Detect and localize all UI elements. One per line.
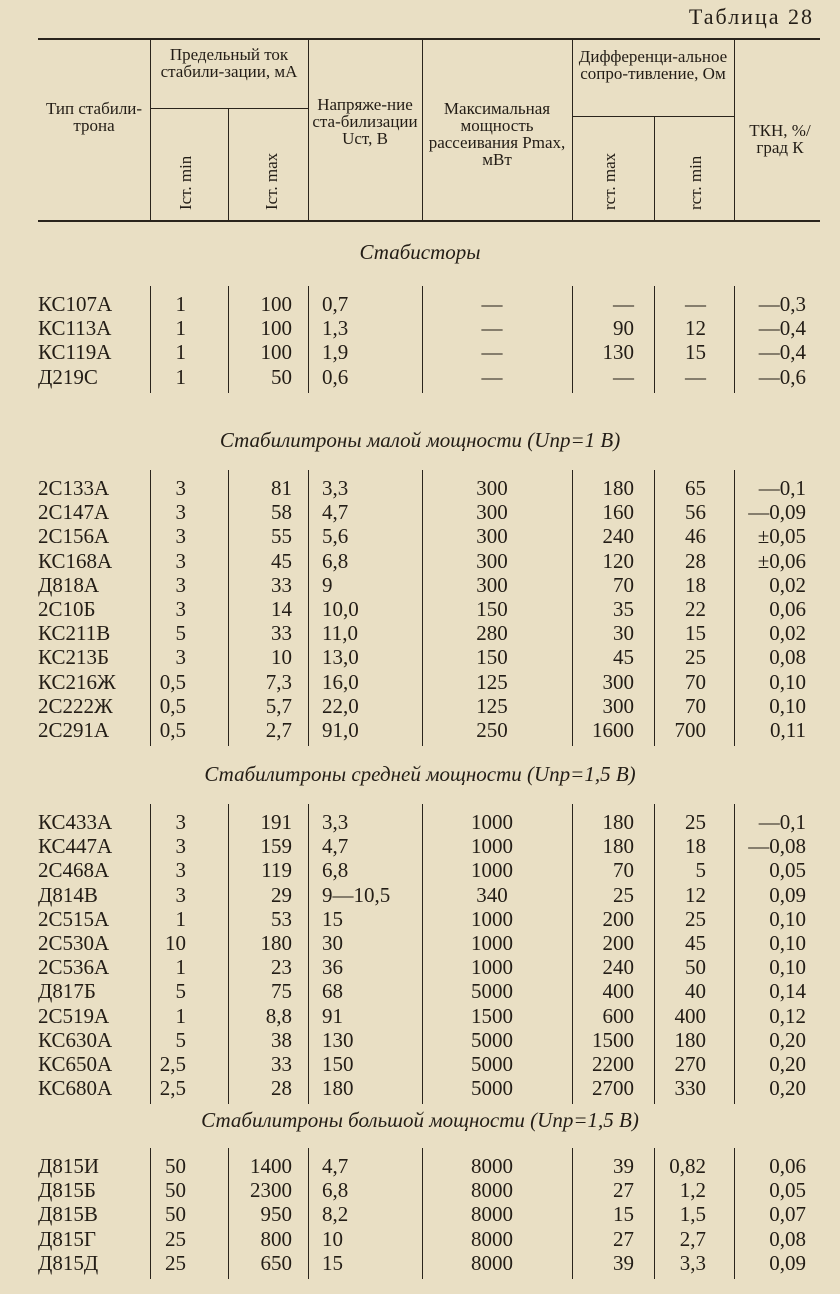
table-cell: 70 — [685, 693, 706, 718]
table-cell: 4,7 — [322, 500, 349, 525]
table-cell: 191 — [260, 810, 292, 834]
table-cell: 30 — [322, 931, 343, 955]
table-cell: 3,3 — [322, 476, 349, 500]
table-cell: 1500 — [592, 1027, 634, 1052]
table-cell: —0,09 — [748, 500, 806, 525]
table-cell: 1,2 — [679, 1178, 706, 1203]
table-cell: 6,8 — [322, 858, 349, 883]
table-cell: — — [685, 292, 706, 316]
table-cell: 200 — [602, 906, 634, 931]
table-cell: 950 — [260, 1202, 292, 1227]
table-cell: —0,6 — [758, 364, 806, 389]
table-cell: Д815И — [38, 1154, 99, 1178]
table-cell: 1000 — [471, 931, 513, 955]
header-current-group: Предельный ток стабили-зации, мА — [160, 45, 298, 81]
table-cell: — — [481, 364, 503, 389]
section-title: Стабилитроны малой мощности (Uпр=1 В) — [219, 428, 621, 452]
table-cell: 2С536А — [38, 955, 110, 980]
table-cell: 0,20 — [769, 1027, 806, 1052]
table-cell: 8000 — [471, 1250, 513, 1275]
table-cell: 5 — [695, 858, 706, 883]
table-cell: 300 — [476, 548, 508, 573]
table-cell: 3 — [175, 810, 186, 834]
column-divider — [308, 286, 309, 393]
table-cell: 0,10 — [769, 693, 806, 718]
table-cell: 8000 — [471, 1226, 513, 1251]
table-cell: КС680А — [38, 1076, 113, 1101]
header-bottom-rule — [38, 220, 820, 222]
table-cell: 0,11 — [770, 718, 806, 742]
header-divider — [734, 38, 735, 220]
table-cell: 150 — [476, 597, 508, 621]
table-cell: 7,3 — [265, 669, 292, 694]
table-cell: 0,10 — [769, 931, 806, 955]
table-cell: 12 — [685, 882, 706, 907]
table-cell: Д815В — [38, 1202, 98, 1227]
table-cell: 25 — [685, 906, 706, 931]
table-cell: 5000 — [471, 979, 513, 1004]
table-cell: 0,02 — [769, 572, 806, 597]
table-cell: 33 — [271, 1052, 292, 1076]
header-resistance-group: Дифференци-альное сопро-тивление, Ом — [578, 47, 728, 83]
header-tkn: ТКН, %/град К — [749, 121, 811, 157]
table-cell: 340 — [476, 882, 508, 907]
table-cell: —0,1 — [758, 476, 806, 500]
table-cell: 91,0 — [322, 718, 359, 742]
table-cell: КС447А — [38, 834, 113, 859]
table-cell: 50 — [165, 1178, 186, 1203]
table-cell: 15 — [322, 906, 343, 931]
table-cell: 39 — [613, 1250, 634, 1275]
header-rmin: rст. min — [686, 155, 705, 210]
table-cell: 2С222Ж — [38, 693, 113, 718]
table-cell: 1000 — [471, 955, 513, 980]
table-cell: Д814В — [38, 882, 98, 907]
table-cell: 25 — [685, 645, 706, 670]
table-cell: Д219С — [38, 364, 98, 389]
table-cell: 81 — [271, 476, 292, 500]
table-cell: 0,05 — [769, 1178, 806, 1203]
table-cell: 2,7 — [679, 1226, 706, 1251]
table-cell: 58 — [271, 500, 292, 525]
header-imax: Iст. max — [262, 152, 281, 210]
table-cell: 10 — [322, 1226, 343, 1251]
table-cell: 11,0 — [322, 621, 358, 646]
column-divider — [422, 804, 423, 1104]
table-cell: КС650А — [38, 1052, 113, 1076]
header-divider — [228, 108, 229, 220]
table-cell: 1000 — [471, 906, 513, 931]
table-cell: 27 — [613, 1226, 634, 1251]
column-divider — [150, 470, 151, 746]
table-cell: 3,3 — [322, 810, 349, 834]
table-cell: 18 — [685, 572, 706, 597]
table-cell: 45 — [685, 931, 706, 955]
table-cell: — — [481, 340, 503, 365]
table-cell: 1 — [175, 340, 186, 365]
table-cell: 3 — [175, 500, 186, 525]
table-cell: 12 — [685, 316, 706, 341]
table-cell: 330 — [674, 1076, 706, 1101]
table-cell: 150 — [476, 645, 508, 670]
table-cell: 0,7 — [322, 292, 349, 316]
table-cell: 6,8 — [322, 548, 349, 573]
table-cell: —0,1 — [758, 810, 806, 834]
table-cell: 180 — [602, 476, 634, 500]
table-cell: 25 — [685, 810, 706, 834]
table-cell: Д815Б — [38, 1178, 96, 1203]
table-cell: 65 — [685, 476, 706, 500]
table-cell: 0,5 — [159, 718, 186, 742]
table-cell: 270 — [674, 1052, 706, 1076]
column-divider — [150, 804, 151, 1104]
table-cell: 300 — [476, 476, 508, 500]
table-cell: 1000 — [471, 858, 513, 883]
table-cell: 1 — [175, 316, 186, 341]
table-cell: 23 — [271, 955, 292, 980]
table-cell: 45 — [271, 548, 292, 573]
table-cell: 250 — [476, 718, 508, 742]
table-cell: 10 — [165, 931, 186, 955]
header-imin: Iст. min — [176, 155, 195, 210]
table-cell: 15 — [685, 621, 706, 646]
table-cell: 0,05 — [769, 858, 806, 883]
header-divider — [654, 116, 655, 220]
table-cell: 200 — [602, 931, 634, 955]
table-cell: 2С147А — [38, 500, 110, 525]
table-cell: 4,7 — [322, 834, 349, 859]
table-cell: 13,0 — [322, 645, 359, 670]
table-cell: 3 — [175, 548, 186, 573]
table-cell: 180 — [602, 810, 634, 834]
table-cell: КС216Ж — [38, 669, 116, 694]
table-cell: Д815Г — [38, 1226, 96, 1251]
table-cell: 130 — [602, 340, 634, 365]
table-cell: 300 — [476, 524, 508, 549]
header-divider — [572, 38, 573, 220]
table-cell: 0,10 — [769, 906, 806, 931]
header-divider — [308, 38, 309, 220]
current-group-rule — [150, 108, 308, 109]
table-cell: 2С468А — [38, 858, 110, 883]
table-cell: 0,06 — [769, 1154, 806, 1178]
table-cell: 180 — [674, 1027, 706, 1052]
table-cell: Д817Б — [38, 979, 96, 1004]
table-cell: 300 — [476, 500, 508, 525]
section-title: Стабилитроны средней мощности (Uпр=1,5 В) — [204, 762, 636, 786]
table-cell: 2,5 — [159, 1076, 186, 1101]
table-cell: КС213Б — [38, 645, 110, 670]
table-cell: 2700 — [592, 1076, 634, 1101]
table-cell: 3 — [175, 645, 186, 670]
table-cell: 1 — [175, 906, 186, 931]
table-cell: КС113А — [38, 316, 112, 341]
table-cell: 1 — [175, 955, 186, 980]
table-cell: 400 — [674, 1003, 706, 1028]
table-cell: 180 — [260, 931, 292, 955]
table-cell: 90 — [613, 316, 634, 341]
table-cell: 240 — [602, 524, 634, 549]
header-rmax: rст. max — [600, 152, 619, 210]
table-cell: 100 — [260, 316, 292, 341]
resistance-group-rule — [572, 116, 734, 117]
table-cell: 50 — [685, 955, 706, 980]
column-divider — [150, 1148, 151, 1279]
table-cell: 3,3 — [679, 1250, 706, 1275]
table-cell: 25 — [165, 1226, 186, 1251]
table-cell: 3 — [175, 524, 186, 549]
table-cell: — — [481, 316, 503, 341]
table-cell: 2300 — [250, 1178, 292, 1203]
table-cell: ±0,05 — [757, 524, 806, 549]
table-cell: 5000 — [471, 1052, 513, 1076]
table-cell: КС168А — [38, 548, 113, 573]
table-cell: 15 — [322, 1250, 343, 1275]
table-cell: 1 — [175, 364, 186, 389]
table-cell: 10,0 — [322, 597, 359, 621]
table-cell: 3 — [175, 858, 186, 883]
table-cell: 5000 — [471, 1076, 513, 1101]
table-cell: 14 — [271, 597, 292, 621]
header-type: Тип стабили-трона — [45, 99, 143, 135]
table-cell: 0,09 — [769, 882, 806, 907]
table-cell: 2С10Б — [38, 597, 96, 621]
table-cell: 0,08 — [769, 1226, 806, 1251]
table-cell: 29 — [271, 882, 292, 907]
table-cell: Д818А — [38, 572, 99, 597]
table-cell: 4,7 — [322, 1154, 349, 1178]
column-divider — [422, 1148, 423, 1279]
table-cell: 400 — [602, 979, 634, 1004]
table-cell: 33 — [271, 572, 292, 597]
table-cell: 28 — [271, 1076, 292, 1101]
column-divider — [308, 804, 309, 1104]
table-cell: 125 — [476, 693, 508, 718]
table-cell: 100 — [260, 292, 292, 316]
table-cell: 280 — [476, 621, 508, 646]
table-cell: — — [685, 364, 706, 389]
table-cell: 3 — [175, 476, 186, 500]
table-cell: 3 — [175, 597, 186, 621]
table-cell: 120 — [602, 548, 634, 573]
table-cell: 3 — [175, 834, 186, 859]
table-cell: 3 — [175, 882, 186, 907]
table-cell: 0,6 — [322, 364, 349, 389]
column-divider — [422, 470, 423, 746]
table-cell: 1500 — [471, 1003, 513, 1028]
table-cell: 25 — [613, 882, 634, 907]
table-cell: 55 — [271, 524, 292, 549]
table-title: Таблица 28 — [688, 4, 814, 29]
table-cell: 68 — [322, 979, 343, 1004]
table-cell: 1,9 — [322, 340, 349, 365]
table-cell: 75 — [271, 979, 292, 1004]
table-cell: 1000 — [471, 810, 513, 834]
table-cell: 8,2 — [322, 1202, 349, 1227]
table-cell: 8000 — [471, 1202, 513, 1227]
table-cell: — — [613, 364, 634, 389]
table-cell: 91 — [322, 1003, 343, 1028]
table-cell: 0,09 — [769, 1250, 806, 1275]
table-cell: 119 — [261, 858, 292, 883]
table-cell: 5,7 — [265, 693, 292, 718]
table-cell: 2С530А — [38, 931, 110, 955]
table-cell: 1,5 — [679, 1202, 706, 1227]
header-divider — [150, 38, 151, 220]
table-cell: 300 — [476, 572, 508, 597]
column-divider — [308, 470, 309, 746]
table-cell: 0,08 — [769, 645, 806, 670]
table-cell: 1 — [175, 292, 186, 316]
table-cell: 650 — [260, 1250, 292, 1275]
table-cell: 180 — [602, 834, 634, 859]
table-cell: 5 — [175, 621, 186, 646]
table-cell: 2С519А — [38, 1003, 110, 1028]
table-cell: 240 — [602, 955, 634, 980]
table-cell: 28 — [685, 548, 706, 573]
table-cell: 1000 — [471, 834, 513, 859]
table-cell: КС433А — [38, 810, 113, 834]
table-cell: 0,10 — [769, 955, 806, 980]
table-cell: 0,5 — [159, 669, 186, 694]
table-cell: 160 — [602, 500, 634, 525]
table-cell: 70 — [613, 572, 634, 597]
table-cell: 22,0 — [322, 693, 359, 718]
table-cell: — — [613, 292, 634, 316]
table-cell: 38 — [271, 1027, 292, 1052]
table-cell: 150 — [322, 1052, 354, 1076]
table-cell: 600 — [602, 1003, 634, 1028]
table-cell: 6,8 — [322, 1178, 349, 1203]
section-title: Стабилитроны большой мощности (Uпр=1,5 В) — [201, 1108, 639, 1132]
table-cell: 0,06 — [769, 597, 806, 621]
section-title: Стабисторы — [359, 240, 481, 264]
table-cell: 1400 — [250, 1154, 292, 1178]
table-cell: 0,20 — [769, 1052, 806, 1076]
table-cell: 18 — [685, 834, 706, 859]
table-cell: 50 — [165, 1154, 186, 1178]
table-cell: 9 — [322, 572, 333, 597]
table-cell: 100 — [260, 340, 292, 365]
table-cell: 5 — [175, 979, 186, 1004]
table-cell: 3 — [175, 572, 186, 597]
table-cell: 8000 — [471, 1178, 513, 1203]
table-cell: 125 — [476, 669, 508, 694]
table-cell: 22 — [685, 597, 706, 621]
column-divider — [422, 286, 423, 393]
table-cell: 56 — [685, 500, 706, 525]
table-cell: 0,5 — [159, 693, 186, 718]
table-cell: 2С133А — [38, 476, 110, 500]
table-cell: 1,3 — [322, 316, 349, 341]
table-cell: 800 — [260, 1226, 292, 1251]
table-cell: 2200 — [592, 1052, 634, 1076]
table-cell: 39 — [613, 1154, 634, 1178]
table-cell: 0,07 — [769, 1202, 806, 1227]
table-cell: 2,7 — [265, 718, 292, 742]
table-cell: 5000 — [471, 1027, 513, 1052]
table-cell: 53 — [271, 906, 292, 931]
table-cell: Д815Д — [38, 1250, 99, 1275]
table-cell: 0,82 — [669, 1154, 706, 1178]
table-cell: 1600 — [592, 718, 634, 742]
table-cell: 30 — [613, 621, 634, 646]
table-cell: 40 — [685, 979, 706, 1004]
table-cell: 300 — [602, 669, 634, 694]
table-cell: 180 — [322, 1076, 354, 1101]
table-cell: 130 — [322, 1027, 354, 1052]
table-cell: КС107А — [38, 292, 113, 316]
table-cell: 33 — [271, 621, 292, 646]
table-cell: 2,5 — [159, 1052, 186, 1076]
column-divider — [308, 1148, 309, 1279]
table-cell: —0,4 — [758, 340, 806, 365]
table-cell: 15 — [613, 1202, 634, 1227]
table-cell: ±0,06 — [757, 548, 806, 573]
table-cell: 1 — [175, 1003, 186, 1028]
table-cell: 0,10 — [769, 669, 806, 694]
table-cell: 15 — [685, 340, 706, 365]
table-cell: 2С156А — [38, 524, 110, 549]
table-cell: 45 — [613, 645, 634, 670]
table-cell: 50 — [271, 364, 292, 389]
table-cell: 70 — [613, 858, 634, 883]
table-cell: 46 — [685, 524, 706, 549]
table-cell: 2С291А — [38, 718, 110, 742]
header-divider — [422, 38, 423, 220]
table-cell: КС211В — [38, 621, 111, 646]
table-cell: —0,4 — [758, 316, 806, 341]
header-voltage: Напряже-ние ста-билизации Uст, В — [312, 95, 418, 148]
table-cell: 700 — [674, 718, 706, 742]
table-cell: 16,0 — [322, 669, 359, 694]
table-cell: 25 — [165, 1250, 186, 1275]
table-cell: — — [481, 292, 503, 316]
table-cell: 300 — [602, 693, 634, 718]
table-cell: 9—10,5 — [322, 882, 391, 907]
table-cell: 50 — [165, 1202, 186, 1227]
table-cell: 159 — [260, 834, 292, 859]
table-cell: КС119А — [38, 340, 112, 365]
table-cell: —0,08 — [748, 834, 806, 859]
table-cell: 0,12 — [769, 1003, 806, 1028]
table-cell: 27 — [613, 1178, 634, 1203]
table-cell: —0,3 — [758, 292, 806, 316]
column-divider — [150, 286, 151, 393]
table-cell: КС630А — [38, 1027, 113, 1052]
table-cell: 0,02 — [769, 621, 806, 646]
table-cell: 8000 — [471, 1154, 513, 1178]
header-power: Максимальная мощность рассеивания Pmax, мВт — [428, 99, 566, 169]
table-cell: 2С515А — [38, 906, 110, 931]
table-cell: 8,8 — [265, 1003, 292, 1028]
table-cell: 35 — [613, 597, 634, 621]
table-cell: 0,20 — [769, 1076, 806, 1101]
header-top-rule — [38, 38, 820, 40]
table-cell: 5,6 — [322, 524, 349, 549]
table-cell: 10 — [271, 645, 292, 670]
table-cell: 36 — [322, 955, 343, 980]
table-cell: 70 — [685, 669, 706, 694]
table-cell: 0,14 — [769, 979, 806, 1004]
table-cell: 5 — [175, 1027, 186, 1052]
